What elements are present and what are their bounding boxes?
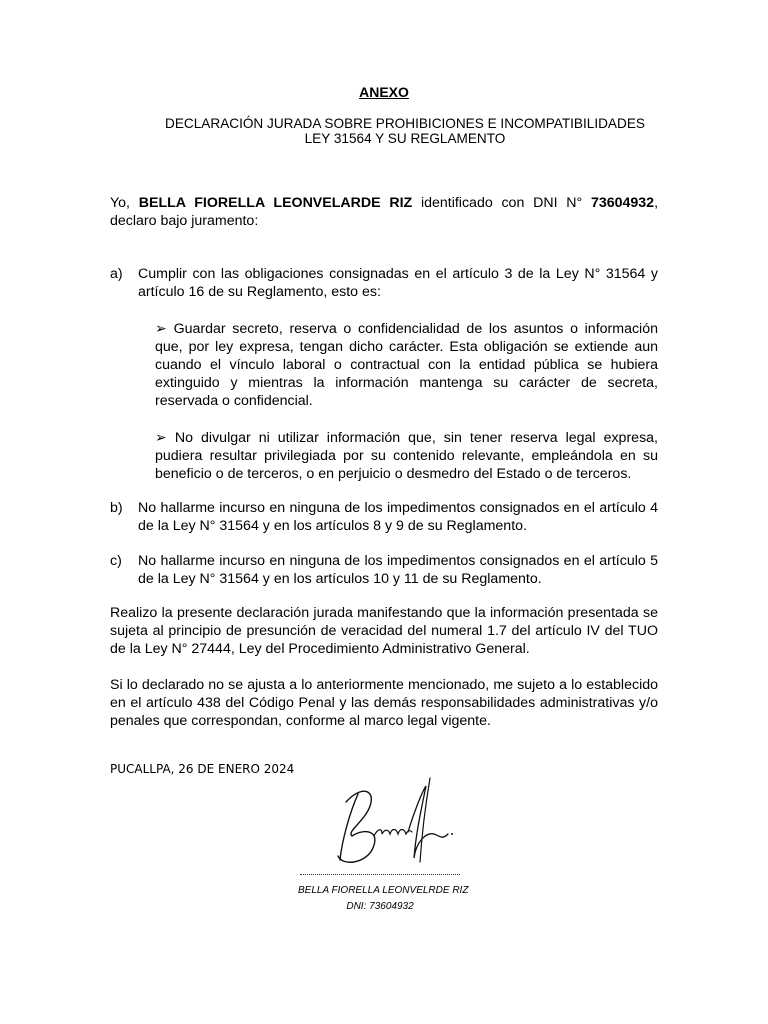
intro-mid: identificado con DNI N° (412, 195, 591, 211)
intro-prefix: Yo, (110, 195, 139, 211)
subtitle-line-2: LEY 31564 Y SU REGLAMENTO (304, 131, 506, 146)
document-subtitle (150, 116, 660, 146)
intro-paragraph (110, 194, 658, 230)
clause-a-subitem-2: ➢ No divulgar ni utilizar información que, sin tener reserva legal expresa, pudiera resultar privilegiada por su contenido relevante, empleándola en su beneficio o de terceros, o en perjuicio o desmedro del Estado o de terceros. (155, 430, 658, 482)
document-title: ANEXO (359, 84, 409, 100)
place-and-date: PUCALLPA, 26 DE ENERO 2024 (110, 762, 295, 776)
signatory-dni: DNI: 73604932 (346, 901, 414, 912)
clause-b-letter: b) (110, 500, 123, 516)
clause-b-text: No hallarme incurso en ninguna de los impedimentos consignados en el artículo 4 de la Ley N° 31564 y en los artículos 8 y 9 de su Reglamento. (138, 500, 658, 534)
subtitle-line-1: DECLARACIÓN JURADA SOBRE PROHIBICIONES E INCOMPATIBILIDADES (165, 116, 645, 131)
closing-paragraph-1: Realizo la presente declaración jurada manifestando que la información presentada se sujeta al principio de presunción de veracidad del numeral 1.7 del artículo IV del TUO de la Ley N° 27444, Ley del Procedimiento Administrativo General. (110, 605, 658, 657)
declarant-dni: 73604932 (590, 195, 655, 211)
clause-c-text: No hallarme incurso en ninguna de los impedimentos consignados en el artículo 5 de la Ley N° 31564 y en los artículos 10 y 11 de su Reglamento. (138, 553, 658, 587)
clause-c-letter: c) (110, 553, 122, 569)
clause-a-text: Cumplir con las obligaciones consignadas en el artículo 3 de la Ley N° 31564 y artículo 16 de su Reglamento, esto es: (138, 266, 658, 300)
clause-a-letter: a) (110, 266, 123, 282)
clause-a-subitem-1: ➢ Guardar secreto, reserva o confidencialidad de los asuntos o información que, por ley expresa, tengan dicho carácter. Esta obligación se extiende aun cuando el vínculo laboral o contractual con la entidad pública se hubiera extinguido y mientras la información mantenga su carácter de secreta, reservada o confidencial. (155, 321, 658, 409)
signatory-name: BELLA FIORELLA LEONVELRDE RIZ (298, 885, 469, 896)
signature-line (300, 874, 460, 875)
intro-suffix: , declaro bajo juramento: (110, 195, 659, 229)
handwritten-signature (330, 772, 470, 872)
declarant-name: BELLA FIORELLA LEONVELARDE RIZ (138, 195, 413, 211)
closing-paragraph-2: Si lo declarado no se ajusta a lo anteriormente mencionado, me sujeto a lo establecido en el artículo 438 del Código Penal y las demás responsabilidades administrativas y/o penales que correspondan, conforme al marco legal vigente. (110, 677, 658, 729)
